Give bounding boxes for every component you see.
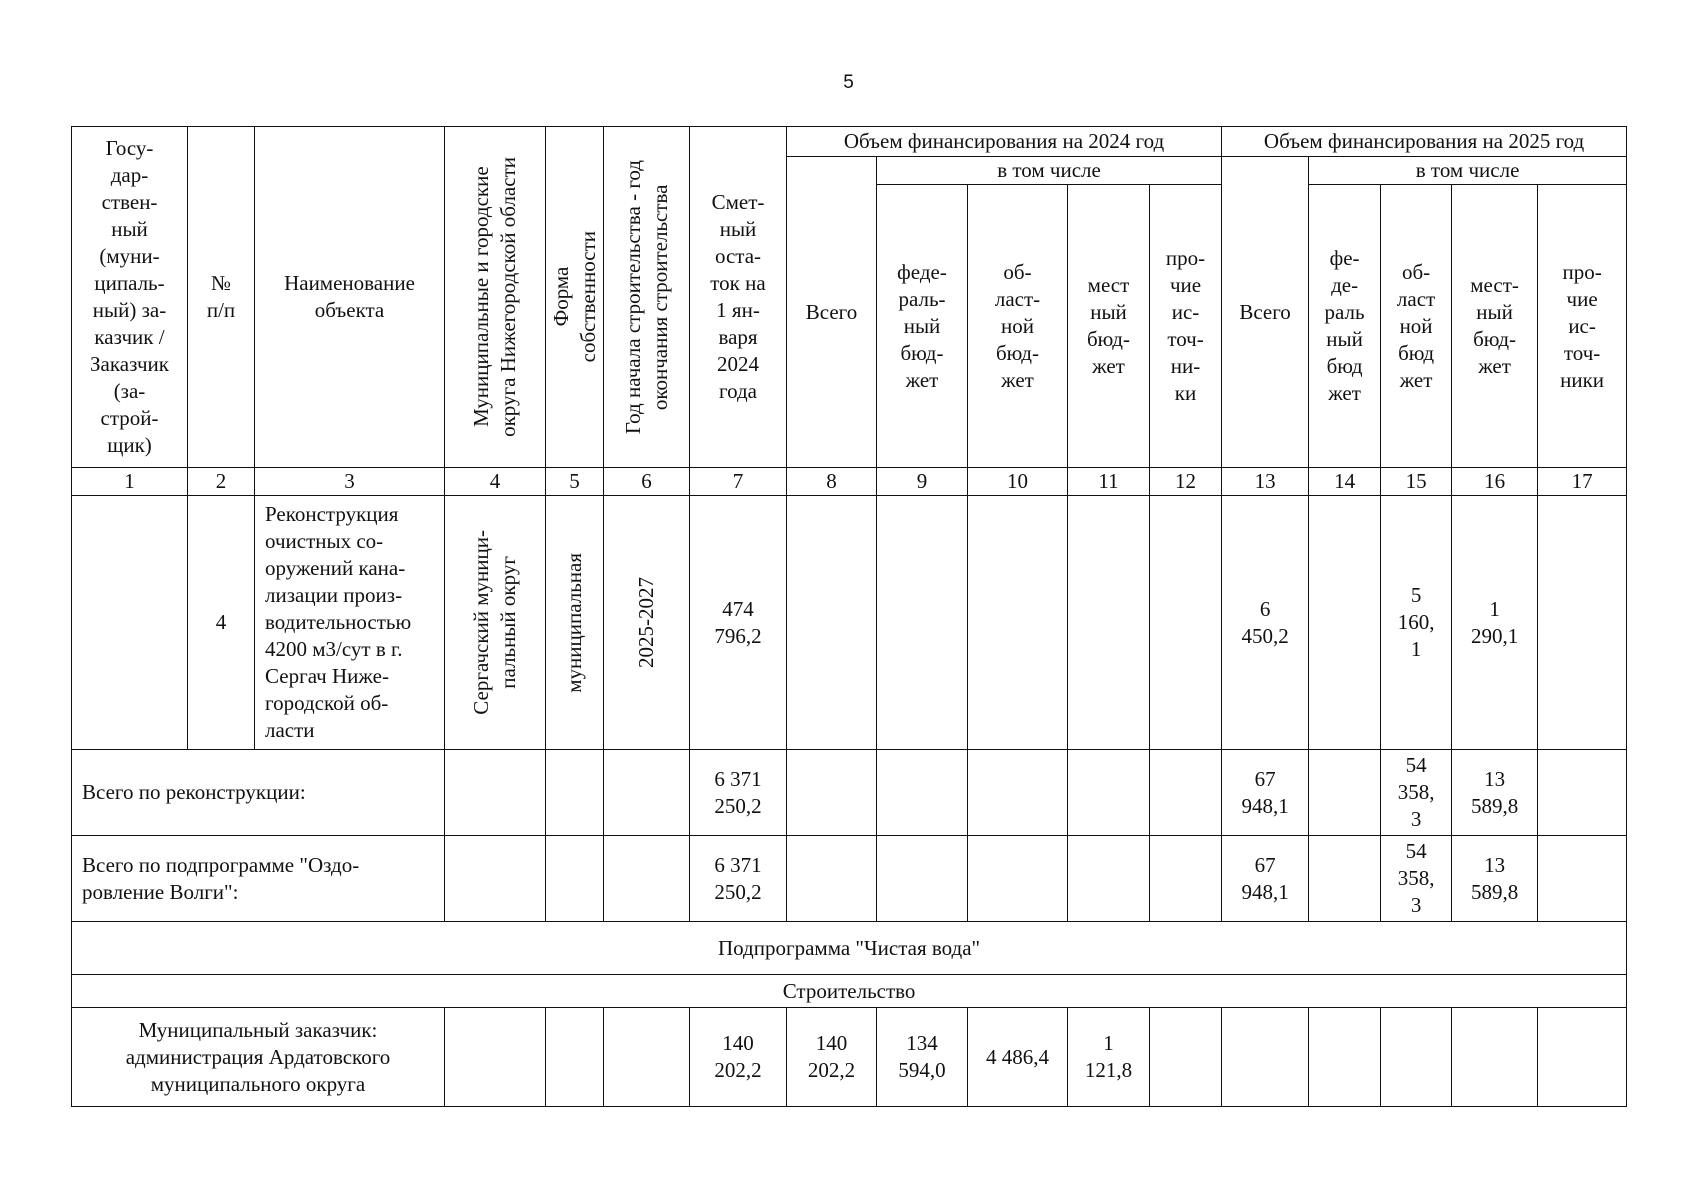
cell-ownership-text: муниципальная (562, 552, 586, 693)
header-total-2024: Всего (787, 157, 877, 468)
cell-total-2024 (787, 496, 877, 750)
cell-regional-2024 (968, 496, 1068, 750)
cell-regional-2025: 5 160, 1 (1381, 496, 1452, 750)
cell-other-2024 (1150, 496, 1222, 750)
cell-total-2025: 6 450,2 (1222, 496, 1309, 750)
cell-local-2024: 1 121,8 (1068, 1008, 1150, 1107)
cell-district (445, 496, 546, 750)
cell-empty (1068, 836, 1150, 922)
cell-regional-2025: 54 358, 3 (1381, 750, 1452, 836)
cell-empty (1538, 750, 1627, 836)
header-years (604, 127, 690, 468)
cell-local-2024 (1068, 496, 1150, 750)
cell-estimated-balance: 474 796,2 (690, 496, 787, 750)
column-number: 1 (72, 468, 188, 496)
cell-empty (787, 750, 877, 836)
cell-total-2024: 140 202,2 (787, 1008, 877, 1107)
column-number: 9 (877, 468, 968, 496)
total-reconstruction-label: Всего по реконструкции: (72, 750, 445, 836)
cell-regional-2025: 54 358, 3 (1381, 836, 1452, 922)
header-including-2025: в том числе (1309, 157, 1627, 185)
column-number: 12 (1150, 468, 1222, 496)
table-row-total-reconstruction (72, 750, 1627, 836)
column-number: 4 (445, 468, 546, 496)
cell-empty (445, 836, 546, 922)
column-number: 2 (188, 468, 255, 496)
cell-estimated-balance: 140 202,2 (690, 1008, 787, 1107)
header-municipal-districts (445, 127, 546, 468)
table-row-municipal-customer (72, 1008, 1627, 1107)
cell-local-2025: 13 589,8 (1452, 836, 1538, 922)
column-number: 6 (604, 468, 690, 496)
cell-empty (787, 836, 877, 922)
cell-number: 4 (188, 496, 255, 750)
column-number: 13 (1222, 468, 1309, 496)
column-number: 16 (1452, 468, 1538, 496)
cell-empty (877, 750, 968, 836)
subprogram-title: Подпрограмма "Чистая вода" (72, 922, 1627, 975)
cell-empty (604, 836, 690, 922)
header-federal-2025: фе- де- раль ный бюд жет (1309, 185, 1381, 468)
header-local-2025: мест- ный бюд- жет (1452, 185, 1538, 468)
column-number-row (72, 468, 1627, 496)
column-number: 3 (255, 468, 445, 496)
cell-federal-2024: 134 594,0 (877, 1008, 968, 1107)
column-number: 10 (968, 468, 1068, 496)
column-number: 5 (546, 468, 604, 496)
cell-other-2025 (1538, 496, 1627, 750)
column-number: 8 (787, 468, 877, 496)
cell-empty (604, 750, 690, 836)
cell-federal-2024 (877, 496, 968, 750)
header-number: № п/п (188, 127, 255, 468)
cell-years (604, 496, 690, 750)
header-object-name: Наименование объекта (255, 127, 445, 468)
cell-local-2025: 13 589,8 (1452, 750, 1538, 836)
cell-empty (1150, 750, 1222, 836)
header-ownership (546, 127, 604, 468)
page-number: 5 (843, 72, 854, 93)
cell-empty (1452, 1008, 1538, 1107)
cell-empty (546, 1008, 604, 1107)
total-subprogram-label: Всего по подпрограмме "Оздо- ровление Волги": (72, 836, 445, 922)
column-number: 7 (690, 468, 787, 496)
header-estimated-balance: Смет- ный оста- ток на 1 ян- варя 2024 года (690, 127, 787, 468)
header-regional-2024: об- ласт- ной бюд- жет (968, 185, 1068, 468)
cell-total-2025: 67 948,1 (1222, 750, 1309, 836)
cell-estimated-balance: 6 371 250,2 (690, 836, 787, 922)
cell-object-name: Реконструкция очистных со- оружений кана- лизации произ- водительностью 4200 м3/сут в г. Сергач Ниже- городской об- ласти (255, 496, 445, 750)
cell-empty (1309, 750, 1381, 836)
cell-empty (968, 750, 1068, 836)
cell-estimated-balance: 6 371 250,2 (690, 750, 787, 836)
column-number: 17 (1538, 468, 1627, 496)
cell-empty (1222, 1008, 1309, 1107)
header-financing-2025: Объем финансирования на 2025 год (1222, 127, 1627, 157)
header-federal-2024: феде- раль- ный бюд- жет (877, 185, 968, 468)
cell-years-text: 2025-2027 (634, 577, 658, 668)
cell-empty (1538, 836, 1627, 922)
cell-local-2025: 1 290,1 (1452, 496, 1538, 750)
cell-empty (445, 1008, 546, 1107)
cell-empty (1068, 750, 1150, 836)
cell-empty (1309, 1008, 1381, 1107)
table-row-object (72, 496, 1627, 750)
table-row-total-subprogram (72, 836, 1627, 922)
header-other-2024: про- чие ис- точ- ни- ки (1150, 185, 1222, 468)
cell-empty (968, 836, 1068, 922)
cell-federal-2025 (1309, 496, 1381, 750)
header-local-2024: мест ный бюд- жет (1068, 185, 1150, 468)
cell-empty (1150, 836, 1222, 922)
cell-ownership (546, 496, 604, 750)
cell-district-text: Сергачский муници- пальный округ (469, 530, 520, 715)
header-regional-2025: об- ласт ной бюд жет (1381, 185, 1452, 468)
cell-regional-2024: 4 486,4 (968, 1008, 1068, 1107)
header-years-text: Год начала строительства - год окончания строительства (620, 159, 672, 435)
header-municipal-districts-text: Муниципальные и городские округа Нижегородской области (469, 157, 520, 437)
cell-total-2025: 67 948,1 (1222, 836, 1309, 922)
header-financing-2024: Объем финансирования на 2024 год (787, 127, 1222, 157)
cell-empty (877, 836, 968, 922)
header-row-1 (72, 127, 1627, 157)
cell-customer (72, 496, 188, 750)
section-title: Строительство (72, 975, 1627, 1008)
header-customer: Госу- дар- ствен- ный (муни- ципаль- ный) за- казчик / Заказчик (за- строй- щик) (72, 127, 188, 468)
investment-table (71, 126, 1627, 1107)
cell-empty (1309, 836, 1381, 922)
cell-empty (445, 750, 546, 836)
column-number: 11 (1068, 468, 1150, 496)
cell-empty (1150, 1008, 1222, 1107)
column-number: 15 (1381, 468, 1452, 496)
cell-empty (1538, 1008, 1627, 1107)
cell-empty (546, 750, 604, 836)
table-row-subprogram-title (72, 922, 1627, 975)
table-row-section-title (72, 975, 1627, 1008)
cell-empty (1381, 1008, 1452, 1107)
column-number: 14 (1309, 468, 1381, 496)
cell-empty (546, 836, 604, 922)
header-other-2025: про- чие ис- точ- ники (1538, 185, 1627, 468)
header-total-2025: Всего (1222, 157, 1309, 468)
cell-empty (604, 1008, 690, 1107)
municipal-customer-label: Муниципальный заказчик: администрация Ардатовского муниципального округа (72, 1008, 445, 1107)
header-including-2024: в том числе (877, 157, 1222, 185)
header-ownership-text: Форма собственности (548, 231, 600, 363)
